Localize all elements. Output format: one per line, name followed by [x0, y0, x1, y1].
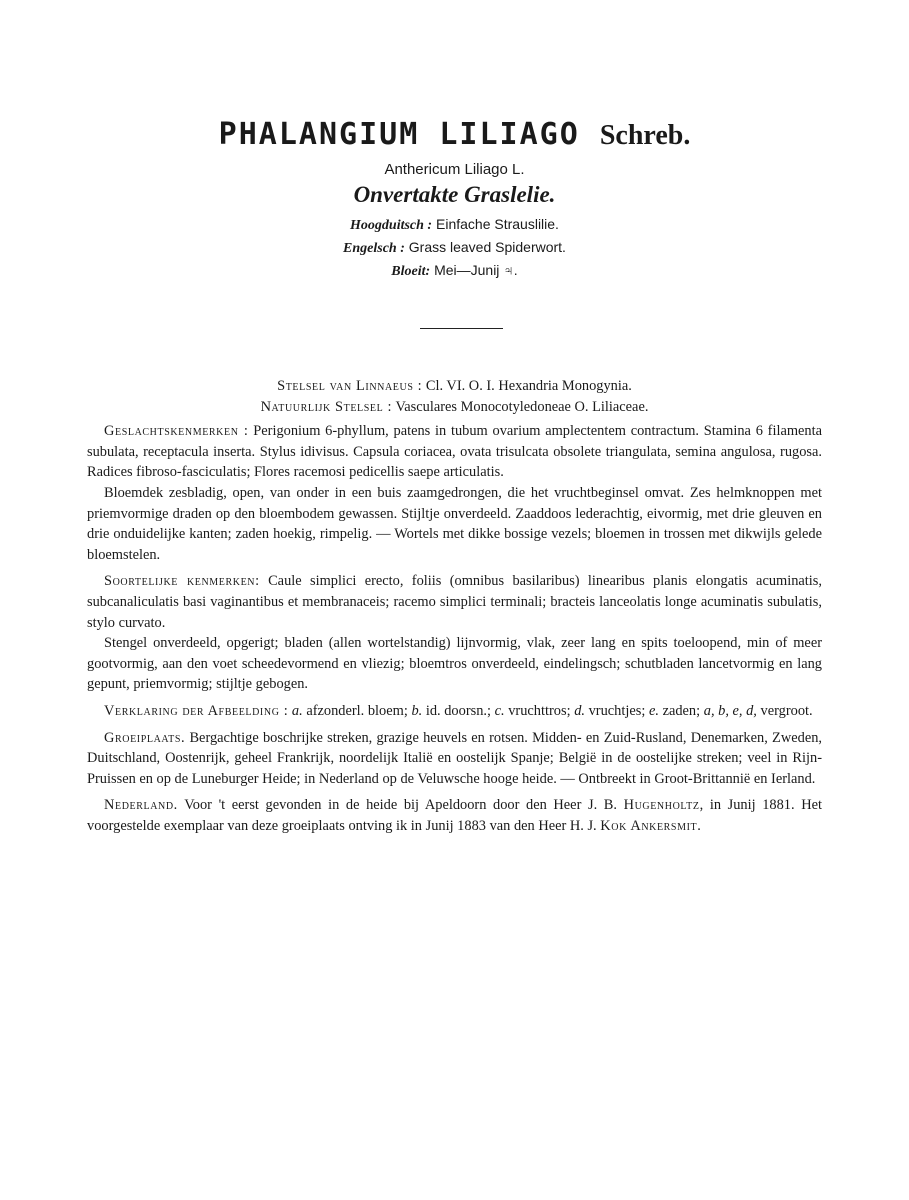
netherlands-text-middle: , in Junij 1881. Het voorgestelde exemplaar van deze groeiplaats ontving ik in Junij 1883 van den Heer H. J.: [87, 797, 822, 834]
bloom-value: Mei—Junij ♃.: [434, 262, 518, 278]
species-dutch: Stengel onverdeeld, opgerigt; bladen (allen wortelstandig) lijnvormig, vlak, zeer lang en spits toeloopend, min of meer gootvormig, aan den voet scheedevormend en vliezig; bloemtros onverdeeld, eindelingsch; schutbladen lancetvormig en lang gepunt, priemvormig; stijltje gebogen.: [87, 635, 822, 693]
species-label: Soortelijke kenmerken:: [104, 573, 260, 590]
figure-letter-b: b.: [411, 702, 423, 719]
english-label: Engelsch :: [343, 241, 405, 256]
figure-text-e: zaden;: [662, 702, 701, 719]
divider: [420, 328, 503, 329]
figure-enlarged-letters: a, b, e, d,: [703, 702, 757, 719]
natural-text: Vasculares Monocotyledoneae O. Liliaceae.: [395, 398, 649, 415]
figure-letter-d: d.: [574, 702, 585, 719]
linnaeus-system-line: [87, 376, 822, 397]
page-title: [0, 118, 909, 153]
figure-letter-a: a.: [291, 702, 303, 719]
synonym: Anthericum Liliago L.: [384, 161, 525, 178]
species-latin: [87, 571, 822, 633]
bloom-label: Bloeit:: [391, 264, 431, 279]
figure-explanation: [87, 701, 822, 722]
habitat: [87, 728, 822, 790]
figure-text-d: vruchtjes;: [588, 702, 646, 719]
habitat-label: Groeiplaats.: [104, 729, 186, 746]
german-label: Hoogduitsch :: [350, 218, 433, 233]
dutch-name: Onvertakte Graslelie.: [353, 182, 556, 207]
genus-label: Geslachtskenmerken :: [104, 423, 249, 440]
netherlands-label: Nederland.: [104, 797, 178, 814]
english-name: Grass leaved Spiderwort.: [408, 239, 566, 255]
species-latin-text: Caule simplici erecto, foliis (omnibus basilaribus) linearibus planis elongatis acuminatis, subcanaliculatis basi vaginantibus et membranaceis; racemo simplici terminali; bracteis lanceolatis longe acuminatis subulatis, stylo curvato.: [87, 573, 822, 631]
german-name: Einfache Strauslilie.: [436, 216, 559, 232]
species-title: PHALANGIUM LILIAGO: [218, 117, 580, 152]
donor-name: Kok Ankersmit.: [600, 817, 702, 834]
habitat-text: Bergachtige boschrijke streken, grazige heuvels en rotsen. Midden- en Zuid-Rusland, Denemarken, Zweden, Duitschland, Oostenrijk, geheel Frankrijk, noordelijk Italië en oostelijk Spanje; België in de oostelijke streken; veel in Rijn-Pruissen en op de Luneburger Heide; in Nederland op de Veluwsche hooge heide. — Ontbreekt in Groot-Brittannië en Ierland.: [87, 729, 822, 787]
figure-letter-c: c.: [494, 702, 505, 719]
genus-dutch: Bloemdek zesbladig, open, van onder in een buis zaamgedrongen, die het vruchtbeginsel omvat. Zes helmknoppen met priemvormige draden op den bloembodem gewassen. Stijltje onverdeeld. Zaaddoos lederachtig, eivormig, met drie gleuven en drie onduidelijke kanten; zaden hoekig, rimpelig. — Wortels met dikke bossige vezels; bloemen in trossen met dikwijls gelede bloemstelen.: [87, 484, 822, 563]
figure-enlarged-text: vergroot.: [760, 702, 813, 719]
collector-name: Hugenholtz: [623, 797, 700, 814]
netherlands: [87, 795, 822, 836]
english-name-line: [0, 238, 909, 258]
linnaeus-label: Stelsel van Linnaeus :: [277, 378, 423, 394]
linnaeus-text: Cl. VI. O. I. Hexandria Monogynia.: [425, 378, 632, 394]
genus-latin: [87, 421, 822, 483]
figure-label: Verklaring der Afbeelding :: [104, 702, 289, 719]
natural-label: Natuurlijk Stelsel :: [260, 398, 393, 415]
german-name-line: [0, 215, 909, 235]
genus-latin-text: Perigonium 6-phyllum, patens in tubum ovarium amplectentem contractum. Stamina 6 filamenta subulata, receptacula inserta. Stylus idivisus. Capsula coriacea, ovata trisulcata obsolete triangulata, semina angulosa, rugosa. Radices fibroso-fasciculatis; Flores racemosi pedicellis saepe articulatis.: [87, 423, 822, 481]
figure-text-c: vruchttros;: [508, 702, 571, 719]
figure-letter-e: e.: [648, 702, 659, 719]
body-text: [87, 376, 822, 842]
netherlands-text-before: Voor 't eerst gevonden in de heide bij Apeldoorn door den Heer J. B.: [184, 797, 617, 814]
title-author: Schreb.: [599, 120, 691, 151]
figure-text-a: afzonderl. bloem;: [306, 702, 408, 719]
figure-text-b: id. doorsn.;: [425, 702, 492, 719]
bloom-line: [0, 261, 909, 281]
natural-system-line: [87, 397, 822, 418]
